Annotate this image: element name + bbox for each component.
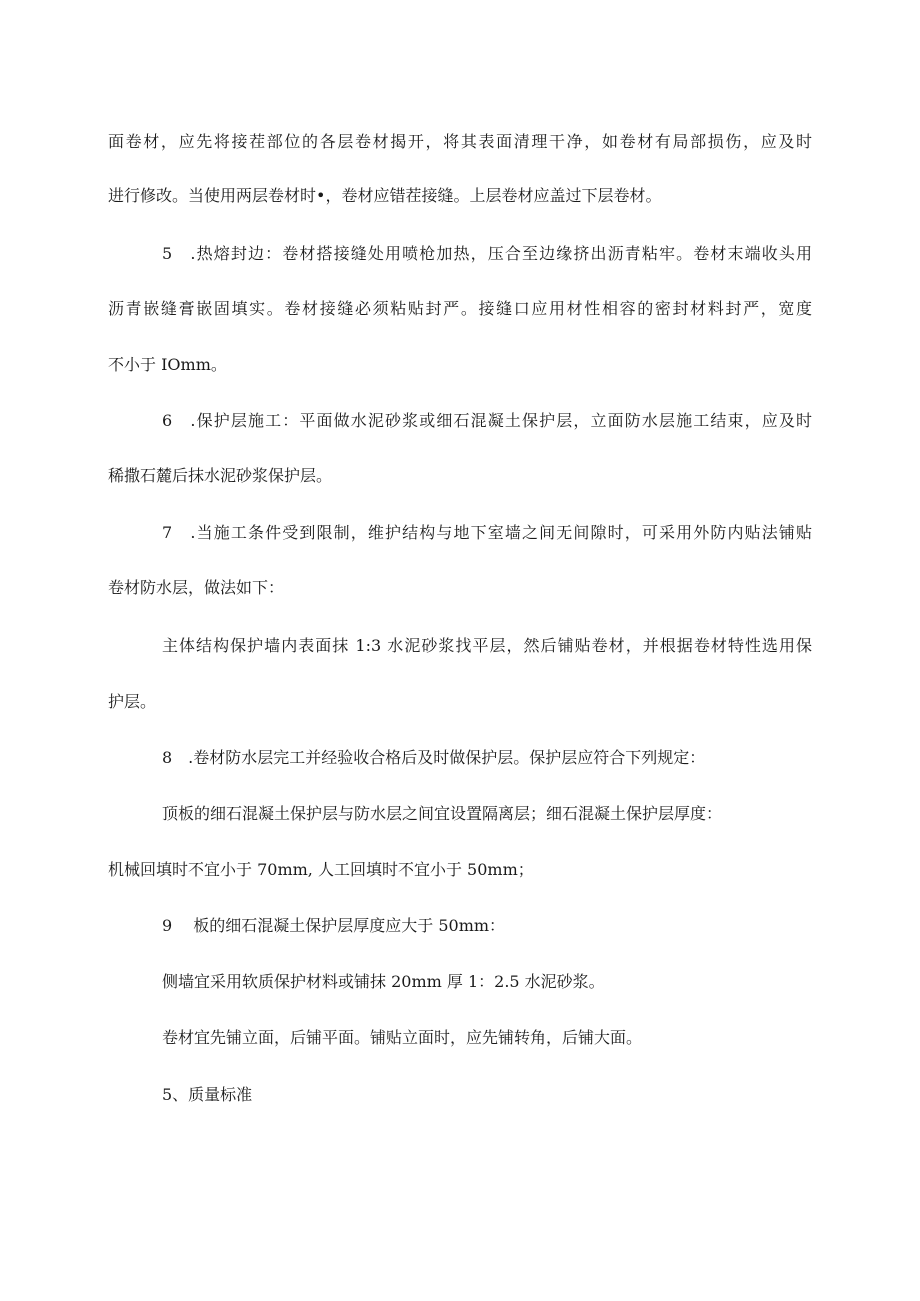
text-line: 稀撒石麓后抹水泥砂浆保护层。 [108,466,333,485]
text-line: 7 .当施工条件受到限制，维护结构与地下室墙之间无间隙时，可采用外防内贴法铺贴 [162,523,812,542]
text-line: 主体结构保护墙内表面抹 1:3 水泥砂浆找平层，然后铺贴卷材，并根据卷材特性选用保 [162,636,812,655]
text-line: 侧墙宜采用软质保护材料或铺抹 20mm 厚 1：2.5 水泥砂浆。 [162,972,605,991]
text-line: 6 .保护层施工：平面做水泥砂浆或细石混凝土保护层，立面防水层施工结束，应及时 [162,411,812,430]
text-line: 9 板的细石混凝土保护层厚度应大于 50mm： [162,916,506,935]
text-line: 不小于 IOmm。 [108,355,227,374]
text-line: 护层。 [108,692,157,711]
text-line: 进行修改。当使用两层卷材时•，卷材应错茬接缝。上层卷材应盖过下层卷材。 [108,186,662,205]
text-line: 面卷材，应先将接茬部位的各层卷材揭开，将其表面清理干净，如卷材有局部损伤，应及时 [108,132,812,151]
text-line: 卷材宜先铺立面，后铺平面。铺贴立面时，应先铺转角，后铺大面。 [162,1028,643,1047]
text-line: 8 .卷材防水层完工并经验收合格后及时做保护层。保护层应符合下列规定： [162,748,706,767]
text-line: 5 .热熔封边：卷材搭接缝处用喷枪加热，压合至边缘挤出沥青粘牢。卷材末端收头用 [162,244,812,263]
text-line: 机械回填时不宜小于 70mm, 人工回填时不宜小于 50mm； [108,860,534,879]
text-line: 顶板的细石混凝土保护层与防水层之间宜设置隔离层；细石混凝土保护层厚度： [162,804,723,823]
text-line: 沥青嵌缝膏嵌固填实。卷材接缝必须粘贴封严。接缝口应用材性相容的密封材料封严，宽度 [108,299,812,318]
text-line: 卷材防水层，做法如下： [108,578,285,597]
section-heading: 5、质量标准 [162,1085,253,1104]
